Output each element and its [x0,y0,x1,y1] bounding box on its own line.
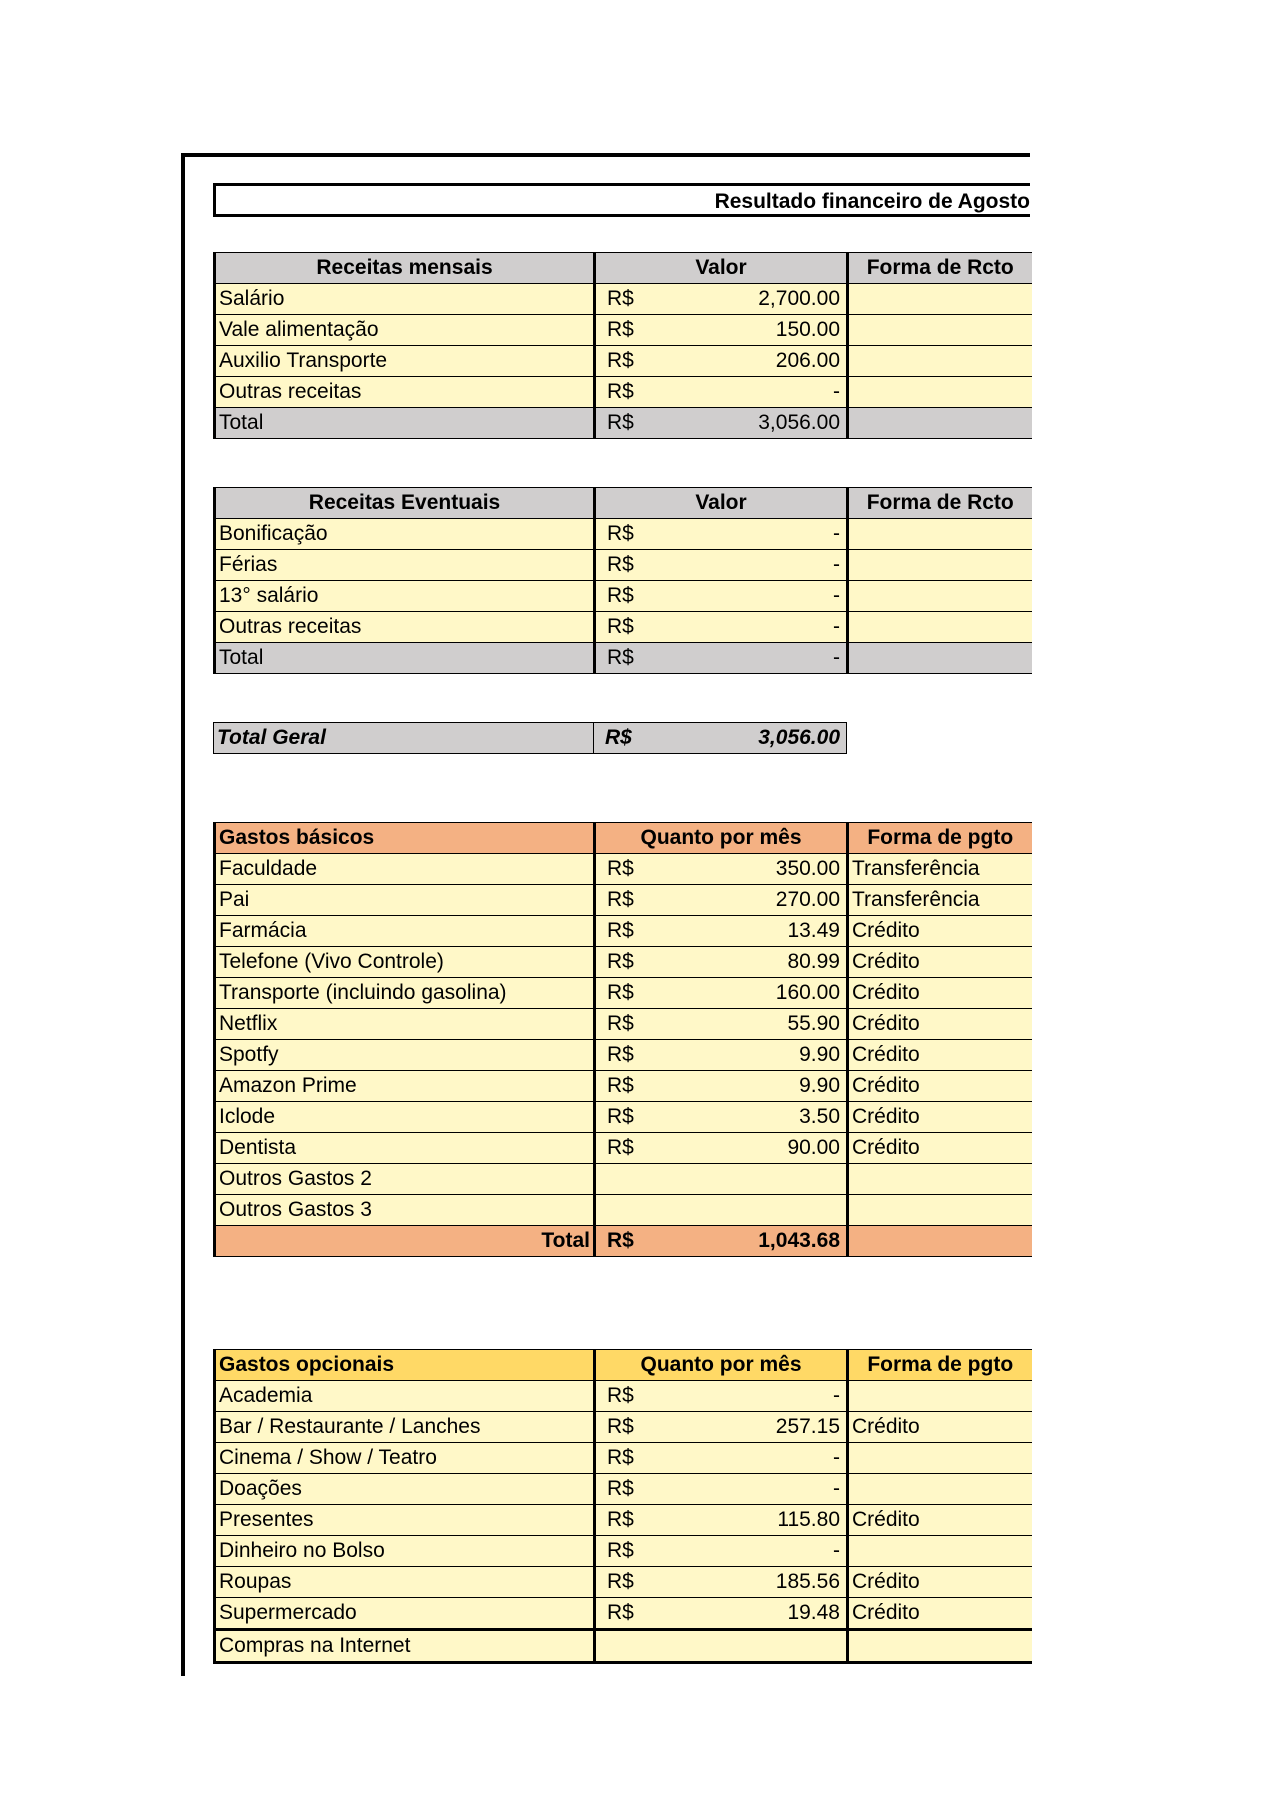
currency-label: R$ [607,1043,634,1066]
total-row [215,643,1032,674]
table-row [215,1598,1032,1630]
table-row [215,377,1032,408]
label-cell[interactable]: Supermercado [215,1598,595,1630]
currency-label: R$ [607,919,634,942]
total-forma-cell[interactable] [848,408,1032,439]
total-value-cell[interactable] [595,1226,848,1257]
amount: 150.00 [775,318,840,341]
table-row [215,1536,1032,1567]
amount: - [833,553,840,576]
label-cell[interactable]: Outros Gastos 2 [215,1164,595,1195]
currency-label: R$ [607,1446,634,1469]
amount: - [833,1446,840,1469]
label-cell[interactable]: Pai [215,885,595,916]
amount: 350.00 [775,857,840,880]
page-title: Resultado financeiro de Agosto [714,190,1030,213]
amount: - [833,380,840,403]
amount: 115.80 [777,1508,840,1531]
forma-cell[interactable] [848,1443,1032,1474]
amount: 19.48 [787,1601,840,1624]
value-cell[interactable] [595,1412,848,1443]
table-header-row [215,253,1032,284]
label-cell[interactable]: Academia [215,1381,595,1412]
label-cell[interactable]: Compras na Internet [215,1630,595,1663]
value-cell[interactable] [595,1381,848,1412]
value-cell[interactable] [595,1536,848,1567]
label-cell[interactable]: Férias [215,550,595,581]
table-row [215,978,1032,1009]
header-cell[interactable]: Quanto por mês [595,1350,848,1381]
amount: - [833,584,840,607]
label-cell[interactable]: Doações [215,1474,595,1505]
forma-cell[interactable]: Crédito [848,1567,1032,1598]
receitas-eventuais-table [213,487,1032,674]
table-row [215,1567,1032,1598]
currency-label: R$ [607,1477,634,1500]
amount: - [833,522,840,545]
amount: 2,700.00 [758,287,840,310]
total-value-cell[interactable] [595,408,848,439]
table-row [215,916,1032,947]
currency-label: R$ [607,950,634,973]
currency-label: R$ [607,318,634,341]
amount: 185.56 [775,1570,840,1593]
label-cell[interactable]: Bonificação [215,519,595,550]
table-row [215,1102,1032,1133]
forma-cell[interactable]: Crédito [848,1040,1032,1071]
currency-label: R$ [607,1074,634,1097]
amount: 160.00 [775,981,840,1004]
label-cell[interactable]: Auxilio Transporte [215,346,595,377]
table-row [215,315,1032,346]
header-cell[interactable]: Forma de Rcto [848,253,1032,284]
forma-cell[interactable]: Crédito [848,978,1032,1009]
value-cell[interactable] [595,916,848,947]
value-cell[interactable] [595,947,848,978]
value-cell[interactable] [595,1598,848,1630]
forma-cell[interactable] [848,1474,1032,1505]
value-cell[interactable] [595,1133,848,1164]
table-row [215,1381,1032,1412]
table-row [215,1164,1032,1195]
table-row [215,581,1032,612]
header-cell[interactable]: Valor [595,488,848,519]
amount: 257.15 [775,1415,840,1438]
currency-label: R$ [605,726,632,749]
value-cell[interactable] [595,346,848,377]
forma-cell[interactable] [848,550,1032,581]
currency-label: R$ [607,1601,634,1624]
forma-cell[interactable]: Transferência [848,885,1032,916]
total-label[interactable]: Total [215,1226,595,1257]
value-cell[interactable] [595,1164,848,1195]
label-cell[interactable]: Dinheiro no Bolso [215,1536,595,1567]
forma-cell[interactable] [848,1381,1032,1412]
amount: - [833,1539,840,1562]
total-amount: 1,043.68 [758,1229,840,1252]
label-cell[interactable]: Presentes [215,1505,595,1536]
total-row [215,408,1032,439]
currency-label: R$ [607,615,634,638]
amount: 13.49 [787,919,840,942]
gastos-opcionais-table [213,1349,1032,1664]
header-cell[interactable]: Forma de pgto [848,823,1032,854]
value-cell[interactable] [595,550,848,581]
currency-label: R$ [607,1105,634,1128]
table-row [215,1040,1032,1071]
amount: - [833,1477,840,1500]
header-cell[interactable]: Quanto por mês [595,823,848,854]
label-cell[interactable]: Dentista [215,1133,595,1164]
grand-total-row [214,723,847,754]
sheet-frame-top [181,153,1030,157]
label-cell[interactable]: 13° salário [215,581,595,612]
label-cell[interactable]: Salário [215,284,595,315]
grand-total-value-cell[interactable] [594,723,847,754]
forma-cell[interactable]: Crédito [848,1133,1032,1164]
forma-cell[interactable] [848,1536,1032,1567]
currency-label: R$ [607,1508,634,1531]
value-cell[interactable] [595,1102,848,1133]
forma-cell[interactable] [848,284,1032,315]
currency-label: R$ [607,380,634,403]
total-geral-table [213,722,847,754]
amount: 9.90 [799,1043,840,1066]
table-row [215,1195,1032,1226]
currency-label: R$ [607,888,634,911]
header-cell[interactable]: Forma de pgto [848,1350,1032,1381]
table-row [215,284,1032,315]
label-cell[interactable]: Roupas [215,1567,595,1598]
title-cell[interactable] [213,183,1030,217]
currency-label: R$ [607,1384,634,1407]
forma-cell[interactable] [848,315,1032,346]
amount: 206.00 [775,349,840,372]
forma-cell[interactable] [848,377,1032,408]
forma-cell[interactable] [848,1630,1032,1663]
currency-label: R$ [607,1229,634,1252]
table-row [215,550,1032,581]
forma-cell[interactable] [848,1164,1032,1195]
sheet-frame-left [181,153,185,1676]
label-cell[interactable]: Spotfy [215,1040,595,1071]
amount: - [833,1384,840,1407]
value-cell[interactable] [595,1567,848,1598]
forma-cell[interactable]: Transferência [848,854,1032,885]
label-cell[interactable]: Netflix [215,1009,595,1040]
currency-label: R$ [607,553,634,576]
amount: 90.00 [787,1136,840,1159]
forma-cell[interactable] [848,1195,1032,1226]
total-forma-cell[interactable] [848,1226,1032,1257]
header-cell[interactable]: Receitas mensais [215,253,595,284]
forma-cell[interactable] [848,346,1032,377]
currency-label: R$ [607,857,634,880]
forma-cell[interactable]: Crédito [848,1071,1032,1102]
table-row [215,1412,1032,1443]
header-cell[interactable]: Gastos opcionais [215,1350,595,1381]
label-cell[interactable]: Outros Gastos 3 [215,1195,595,1226]
value-cell[interactable] [595,1195,848,1226]
value-cell[interactable] [595,1040,848,1071]
table-row [215,854,1032,885]
forma-cell[interactable]: Crédito [848,1009,1032,1040]
total-label[interactable]: Total [215,643,595,674]
amount: 80.99 [787,950,840,973]
amount: - [833,615,840,638]
table-header-row [215,488,1032,519]
table-row [215,1443,1032,1474]
label-cell[interactable]: Faculdade [215,854,595,885]
amount: 55.90 [787,1012,840,1035]
table-row [215,885,1032,916]
table-row [215,519,1032,550]
label-cell[interactable]: Iclode [215,1102,595,1133]
grand-total-amount: 3,056.00 [758,726,840,749]
currency-label: R$ [607,584,634,607]
currency-label: R$ [607,1136,634,1159]
currency-label: R$ [607,646,634,669]
value-cell[interactable] [595,1474,848,1505]
forma-cell[interactable]: Crédito [848,1102,1032,1133]
table-header-row [215,823,1032,854]
value-cell[interactable] [595,519,848,550]
total-row [215,1226,1032,1257]
total-label[interactable]: Total [215,408,595,439]
header-cell[interactable]: Receitas Eventuais [215,488,595,519]
gastos-basicos-table [213,822,1032,1257]
table-row [215,947,1032,978]
currency-label: R$ [607,1539,634,1562]
label-cell[interactable]: Vale alimentação [215,315,595,346]
header-cell[interactable]: Valor [595,253,848,284]
table-header-row [215,1350,1032,1381]
value-cell[interactable] [595,1071,848,1102]
forma-cell[interactable]: Crédito [848,947,1032,978]
label-cell[interactable]: Outras receitas [215,377,595,408]
total-forma-cell[interactable] [848,643,1032,674]
table-row [215,346,1032,377]
table-row [215,1630,1032,1663]
currency-label: R$ [607,1415,634,1438]
table-row [215,1009,1032,1040]
currency-label: R$ [607,1012,634,1035]
forma-cell[interactable]: Crédito [848,1412,1032,1443]
value-cell[interactable] [595,284,848,315]
table-row [215,1505,1032,1536]
currency-label: R$ [607,522,634,545]
total-amount: - [833,646,840,669]
currency-label: R$ [607,287,634,310]
amount: 270.00 [775,888,840,911]
table-row [215,1071,1032,1102]
forma-cell[interactable]: Crédito [848,1598,1032,1630]
currency-label: R$ [607,411,634,434]
currency-label: R$ [607,981,634,1004]
forma-cell[interactable]: Crédito [848,916,1032,947]
value-cell[interactable] [595,581,848,612]
value-cell[interactable] [595,377,848,408]
value-cell[interactable] [595,612,848,643]
label-cell[interactable]: Transporte (incluindo gasolina) [215,978,595,1009]
currency-label: R$ [607,349,634,372]
value-cell[interactable] [595,854,848,885]
forma-cell[interactable] [848,612,1032,643]
label-cell[interactable]: Amazon Prime [215,1071,595,1102]
label-cell[interactable]: Outras receitas [215,612,595,643]
grand-total-label[interactable]: Total Geral [214,723,594,754]
total-value-cell[interactable] [595,643,848,674]
label-cell[interactable]: Telefone (Vivo Controle) [215,947,595,978]
value-cell[interactable] [595,1630,848,1663]
value-cell[interactable] [595,1443,848,1474]
forma-cell[interactable] [848,519,1032,550]
value-cell[interactable] [595,315,848,346]
header-cell[interactable]: Gastos básicos [215,823,595,854]
value-cell[interactable] [595,885,848,916]
forma-cell[interactable] [848,581,1032,612]
label-cell[interactable]: Bar / Restaurante / Lanches [215,1412,595,1443]
currency-label: R$ [607,1570,634,1593]
total-amount: 3,056.00 [758,411,840,434]
table-row [215,1474,1032,1505]
value-cell[interactable] [595,1009,848,1040]
value-cell[interactable] [595,1505,848,1536]
table-row [215,612,1032,643]
receitas-mensais-table [213,252,1032,439]
label-cell[interactable]: Farmácia [215,916,595,947]
header-cell[interactable]: Forma de Rcto [848,488,1032,519]
amount: 9.90 [799,1074,840,1097]
table-row [215,1133,1032,1164]
forma-cell[interactable]: Crédito [848,1505,1032,1536]
amount: 3.50 [799,1105,840,1128]
value-cell[interactable] [595,978,848,1009]
label-cell[interactable]: Cinema / Show / Teatro [215,1443,595,1474]
